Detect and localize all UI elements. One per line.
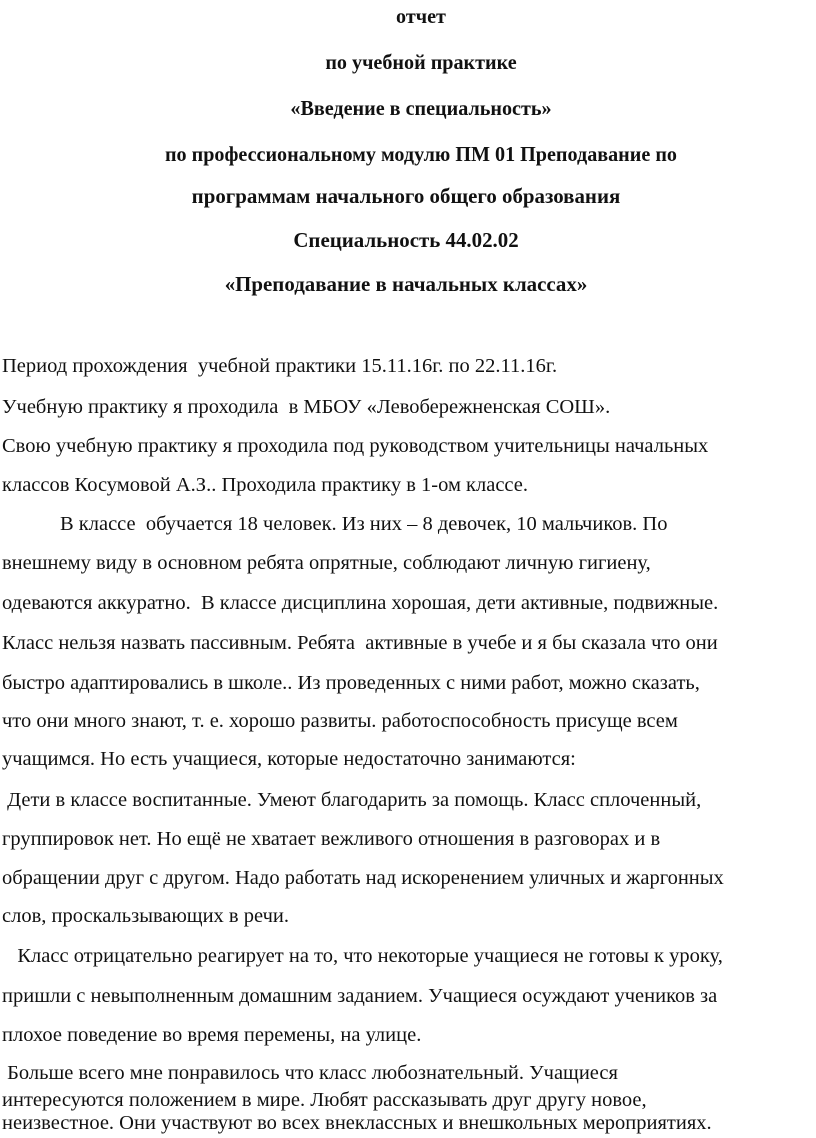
body-line: Период прохождения учебной практики 15.11.16г. по 22.11.16г. [2,355,558,377]
body-line: Класс нельзя назвать пассивным. Ребята активные в учебе и я бы сказала что они [2,632,718,654]
body-line: пришли с невыполненным домашним заданием. Учащиеся осуждают учеников за [2,985,718,1007]
body-line: одеваются аккуратно. В классе дисциплина хорошая, дети активные, подвижные. [2,592,719,614]
body-line: обращении друг с другом. Надо работать над искоренением уличных и жаргонных [2,867,724,889]
specialty-code: Специальность 44.02.02 [293,228,519,252]
specialty-name: «Преподавание в начальных классах» [224,272,588,296]
body-line: классов Косумовой А.З.. Проходила практику в 1-ом классе. [2,474,529,496]
report-title: отчет [396,4,446,28]
body-line: Дети в классе воспитанные. Умеют благодарить за помощь. Класс сплоченный, [2,789,702,811]
body-line: Свою учебную практику я проходила под руководством учительницы начальных [2,435,709,457]
body-line: плохое поведение во время перемены, на улице. [2,1024,422,1046]
report-subtitle: по учебной практике [325,50,517,74]
body-line: Больше всего мне понравилось что класс любознательный. Учащиеся [2,1062,618,1084]
body-line: группировок нет. Но ещё не хватает вежливого отношения в разговорах и в [2,828,661,850]
body-line: учащимся. Но есть учащиеся, которые недостаточно занимаются: [2,748,576,770]
body-line: Учебную практику я проходила в МБОУ «Левобережненская СОШ». [2,396,611,418]
body-line: слов, проскальзывающих в речи. [2,905,289,927]
body-line: быстро адаптировались в школе.. Из проведенных с ними работ, можно сказать, [2,672,700,694]
module-line-2: программам начального общего образования [191,184,621,208]
body-line: что они много знают, т. е. хорошо развиты. работоспособность присуще всем [2,710,678,732]
module-line-1: по профессиональному модулю ПМ 01 Преподавание по [164,142,678,166]
practice-name: «Введение в специальность» [290,96,552,120]
body-line: неизвестное. Они участвуют во всех внеклассных и внешкольных мероприятиях. [2,1112,712,1134]
body-line: внешнему виду в основном ребята опрятные, соблюдают личную гигиену, [2,552,651,574]
body-line: В классе обучается 18 человек. Из них – 8 девочек, 10 мальчиков. По [60,513,668,535]
body-line: интересуются положением в мире. Любят рассказывать друг другу новое, [2,1089,647,1111]
body-line: Класс отрицательно реагирует на то, что некоторые учащиеся не готовы к уроку, [2,945,723,967]
